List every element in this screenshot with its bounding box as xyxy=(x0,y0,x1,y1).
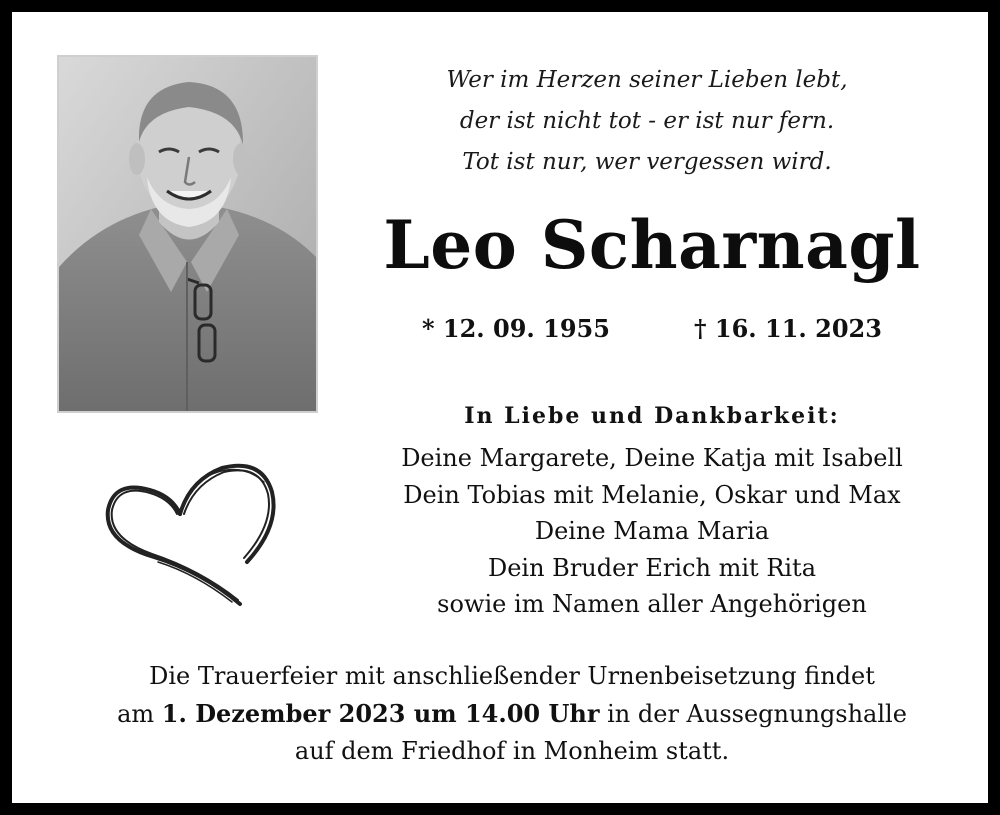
quote-line: Wer im Herzen seiner Lieben lebt, xyxy=(446,67,848,93)
quote-line: Tot ist nur, wer vergessen wird. xyxy=(462,149,832,175)
portrait-illustration xyxy=(59,57,316,411)
dedication-heading: In Liebe und Dankbarkeit: xyxy=(464,403,840,429)
heart-icon xyxy=(92,452,287,612)
service-location-text: in der Aussegnungshalle xyxy=(599,700,907,728)
service-date-time: 1. Dezember 2023 um 14.00 Uhr xyxy=(161,699,600,728)
service-line: Die Trauerfeier mit anschließender Urnenbeisetzung findet xyxy=(149,662,875,690)
mourner-line: Deine Margarete, Deine Katja mit Isabell xyxy=(401,444,903,472)
funeral-service-info xyxy=(32,658,992,770)
quote-line: der ist nicht tot - er ist nur fern. xyxy=(459,108,835,134)
service-line xyxy=(32,695,992,733)
service-line: auf dem Friedhof in Monheim statt. xyxy=(294,737,730,765)
mourner-line: sowie im Namen aller Angehörigen xyxy=(437,590,867,618)
birth-date: * 12. 09. 1955 xyxy=(422,314,610,343)
portrait-photo xyxy=(57,55,318,413)
mourner-line: Deine Mama Maria xyxy=(534,517,770,545)
deceased-name: Leo Scharnagl xyxy=(383,206,921,284)
memorial-quote xyxy=(367,60,927,183)
mourners-list xyxy=(332,440,972,623)
mourner-line: Dein Tobias mit Melanie, Oskar und Max xyxy=(403,480,901,509)
life-dates xyxy=(352,308,952,350)
heart-drawing xyxy=(92,452,287,612)
mourner-line: Dein Bruder Erich mit Rita xyxy=(487,553,817,582)
death-date: † 16. 11. 2023 xyxy=(694,314,882,343)
service-prefix: am xyxy=(117,700,162,728)
